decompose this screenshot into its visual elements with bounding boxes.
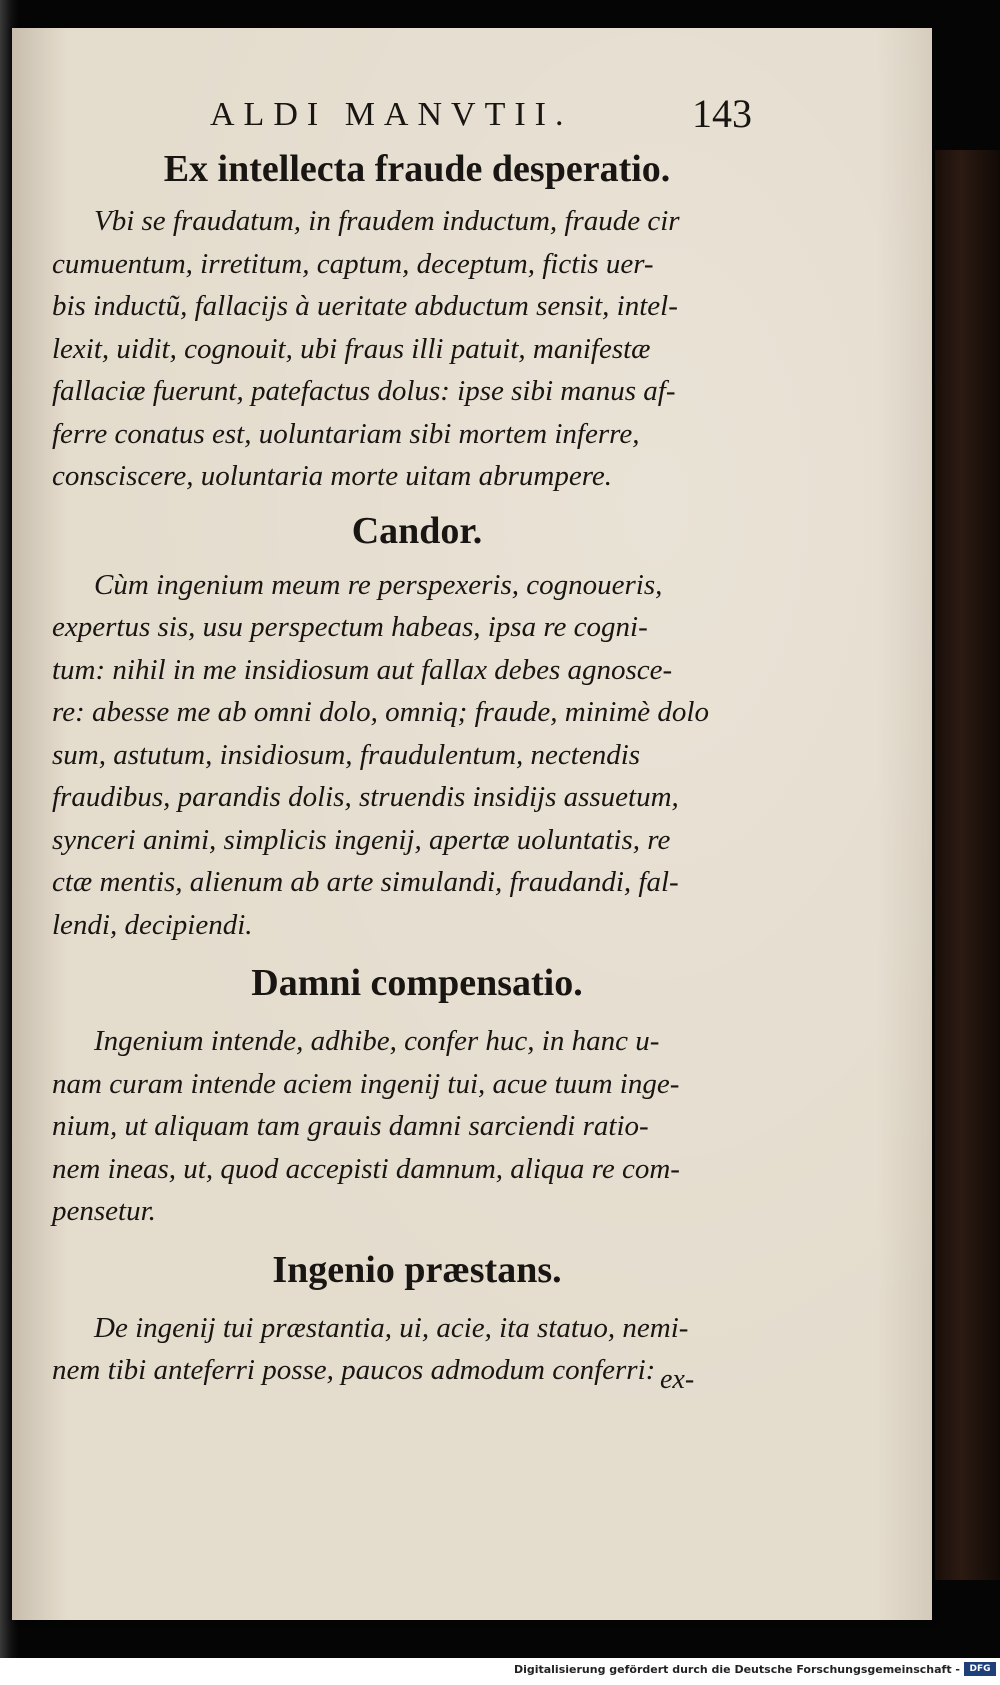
section-heading: Candor.	[351, 509, 483, 552]
footer-credit: Digitalisierung gefördert durch die Deutsche Forschungsgemeinschaft -	[513, 1663, 960, 1676]
text-line: ctæ mentis, alienum ab arte simulandi, fraudandi, fal-	[52, 866, 679, 898]
section-heading: Ingenio præstans.	[272, 1248, 562, 1291]
text-line: synceri animi, simplicis ingenij, apertæ uoluntatis, re	[52, 823, 671, 856]
catchword: ex-	[660, 1364, 695, 1395]
text-line: expertus sis, usu perspectum habeas, ipsa re cogni-	[52, 611, 648, 643]
footer-bar	[0, 1658, 1000, 1685]
section-paragraph	[52, 1020, 782, 1233]
text-line: bis inductũ, fallacijs à ueritate abductum sensit, intel-	[52, 290, 678, 322]
section-heading: Damni compensatio.	[251, 962, 583, 1004]
page-number: 143	[692, 91, 752, 136]
dfg-logo-icon: DFG	[964, 1662, 996, 1676]
text-line: Cùm ingenium meum re perspexeris, cognoueris,	[94, 568, 663, 601]
text-block	[52, 90, 782, 1392]
book-cover-right	[935, 150, 1000, 1580]
text-line: De ingenij tui præstantia, ui, acie, ita statuo, nemi-	[94, 1311, 689, 1344]
text-line: nium, ut aliquam tam grauis damni sarciendi ratio-	[52, 1110, 649, 1142]
text-line: sum, astutum, insidiosum, fraudulentum, nectendis	[52, 738, 641, 771]
text-line: nem tibi anteferri posse, paucos admodum conferri:	[52, 1354, 656, 1386]
section-heading: Ex intellecta fraude desperatio.	[163, 148, 671, 190]
text-line: tum: nihil in me insidiosum aut fallax debes agnosce-	[52, 653, 673, 686]
text-line: cumuentum, irretitum, captum, deceptum, fictis uer-	[52, 247, 654, 280]
text-line: pensetur.	[52, 1195, 156, 1227]
running-title: ALDI MANVTII.	[210, 96, 573, 133]
text-line: re: abesse me ab omni dolo, omniq; fraude, minimè dolo	[52, 696, 709, 728]
text-line: consciscere, uoluntaria morte uitam abrumpere.	[52, 460, 613, 492]
text-line: nam curam intende aciem ingenij tui, acue tuum inge-	[52, 1067, 680, 1100]
section-paragraph	[52, 200, 782, 498]
text-line: Vbi se fraudatum, in fraudem inductum, fraude cir	[94, 205, 680, 237]
text-line: fraudibus, parandis dolis, struendis insidijs assuetum,	[52, 781, 679, 813]
section-paragraph	[52, 564, 782, 947]
running-head	[52, 90, 782, 150]
text-line: nem ineas, ut, quod accepisti damnum, aliqua re com-	[52, 1152, 680, 1185]
text-line: fallaciæ fuerunt, patefactus dolus: ipse sibi manus af-	[52, 375, 676, 407]
text-line: Ingenium intende, adhibe, confer huc, in hanc u-	[94, 1025, 660, 1057]
text-line: lexit, uidit, cognouit, ubi fraus illi patuit, manifestæ	[52, 332, 651, 365]
book-page	[12, 28, 932, 1620]
text-line: ferre conatus est, uoluntariam sibi mortem inferre,	[52, 417, 640, 450]
text-line: lendi, decipiendi.	[52, 908, 253, 941]
